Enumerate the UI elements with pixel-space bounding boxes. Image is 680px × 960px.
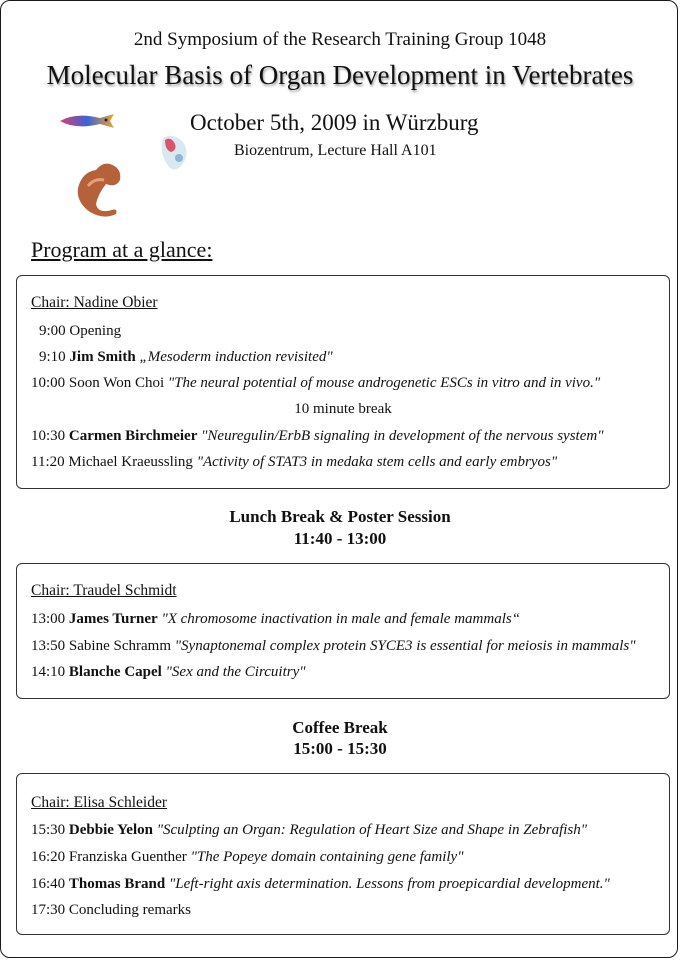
event-date: October 5th, 2009 in Würzburg: [190, 110, 479, 135]
talk-title: "The neural potential of mouse androgenetic ESCs in vitro and in vivo.": [167, 375, 601, 391]
session-1-box: [16, 275, 670, 489]
speaker-name: Franziska Guenther: [68, 849, 187, 865]
item-time: 9:10: [39, 349, 66, 365]
item-time: 14:10: [31, 664, 66, 680]
speaker-name: Jim Smith: [69, 349, 136, 365]
symposium-title: Molecular Basis of Organ Development in Vertebrates: [46, 60, 634, 90]
item-time: 13:00: [31, 611, 66, 627]
schedule-item: [39, 349, 333, 366]
lunch-break-title: Lunch Break & Poster Session: [229, 507, 451, 526]
lunch-break-time: 11:40 - 13:00: [293, 529, 387, 548]
session-1-chair: Chair: Nadine Obier: [31, 294, 158, 311]
schedule-item: [31, 664, 306, 681]
session-2-chair: Chair: Traudel Schmidt: [31, 582, 177, 599]
symposium-subtitle: 2nd Symposium of the Research Training Group 1048: [133, 29, 547, 50]
item-time: 11:20: [31, 454, 65, 470]
talk-title: "Activity of STAT3 in medaka stem cells and early embryos": [196, 454, 558, 470]
talk-title: "Sex and the Circuitry": [165, 664, 306, 680]
speaker-name: Debbie Yelon: [68, 822, 153, 838]
session-3-chair: Chair: Elisa Schleider: [31, 794, 168, 811]
item-time: 16:20: [31, 849, 66, 865]
schedule-item: [31, 822, 587, 839]
talk-title: „Mesoderm induction revisited": [139, 349, 333, 365]
schedule-item: [31, 375, 600, 392]
talk-title: "Left-right axis determination. Lessons from proepicardial development.": [168, 876, 610, 892]
event-venue: Biozentrum, Lecture Hall A101: [234, 142, 437, 159]
talk-title: "Sculpting an Organ: Regulation of Heart Size and Shape in Zebrafish": [156, 822, 588, 838]
coffee-break-time: 15:00 - 15:30: [293, 739, 387, 758]
speaker-name: James Turner: [68, 611, 158, 627]
item-time: 15:30: [31, 822, 66, 838]
item-text: Opening: [69, 323, 122, 339]
talk-title: "Synaptonemal complex protein SYCE3 is essential for meiosis in mammals": [174, 638, 636, 654]
item-text: Concluding remarks: [68, 902, 191, 918]
schedule-item: [31, 902, 191, 919]
speaker-name: Carmen Birchmeier: [68, 428, 198, 444]
talk-title: "X chromosome inactivation in male and female mammals“: [161, 611, 521, 627]
schedule-item: [31, 611, 520, 628]
zebrafish-image: [56, 110, 118, 132]
program-heading: Program at a glance:: [31, 237, 213, 262]
schedule-item: [39, 323, 121, 340]
schedule-item: [31, 638, 636, 655]
talk-title: "Neuregulin/ErbB signaling in development of the nervous system": [201, 428, 604, 444]
schedule-item: [31, 876, 610, 893]
item-time: 17:30: [31, 902, 66, 918]
talk-title: "The Popeye domain containing gene family": [190, 849, 464, 865]
coffee-break-title: Coffee Break: [292, 718, 388, 737]
schedule-item: [31, 428, 604, 445]
schedule-item: [31, 454, 557, 471]
schedule-item: [31, 849, 464, 866]
embryo-stained-image: [155, 132, 195, 177]
speaker-name: Michael Kraeussling: [68, 454, 193, 470]
heart-embryo-image: [68, 158, 130, 218]
speaker-name: Soon Won Choi: [68, 375, 165, 391]
short-break-note: 10 minute break: [294, 401, 392, 417]
item-time: 9:00: [39, 323, 66, 339]
speaker-name: Blanche Capel: [68, 664, 162, 680]
session-2-box: [16, 563, 670, 699]
item-time: 10:30: [31, 428, 66, 444]
item-time: 16:40: [31, 876, 66, 892]
session-3-box: [16, 773, 670, 935]
item-time: 13:50: [31, 638, 66, 654]
item-time: 10:00: [31, 375, 66, 391]
speaker-name: Sabine Schramm: [68, 638, 171, 654]
speaker-name: Thomas Brand: [68, 876, 166, 892]
